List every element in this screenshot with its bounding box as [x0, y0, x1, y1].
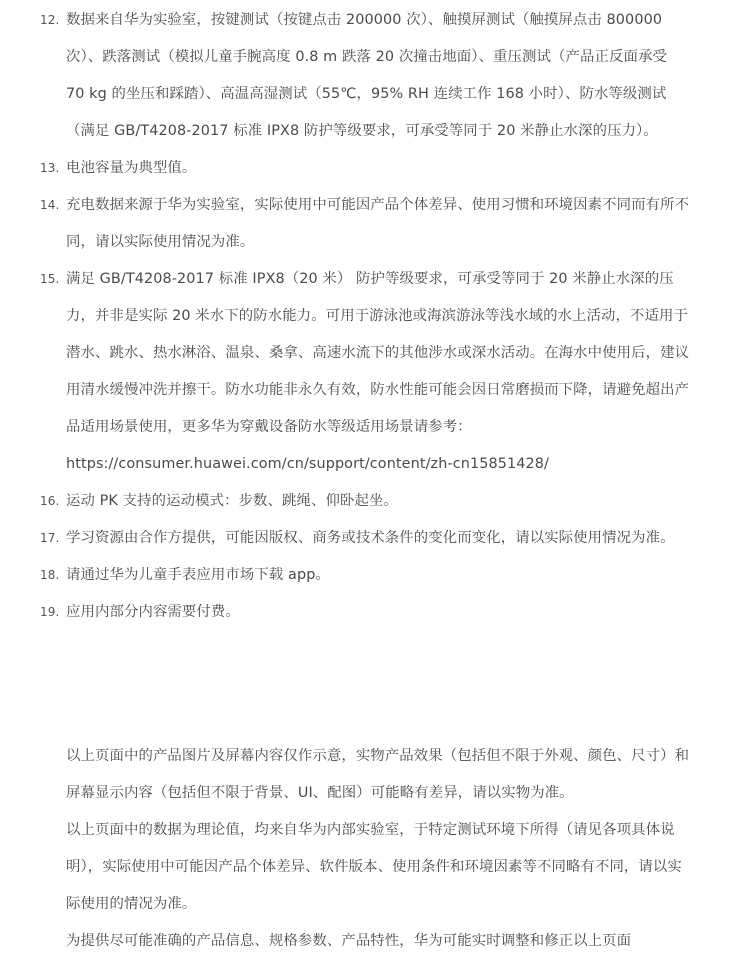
footnote-text: 电池容量为典型值。 [66, 160, 197, 176]
footnote-number: 15. [40, 272, 60, 286]
footnote-text: 满足 GB/T4208-2017 标准 IPX8（20 米） 防护等级要求，可承受等同于 20 米静止水深的压力，并非是实际 20 米水下的防水能力。可用于游泳池或海滨游泳等浅水域的水上活动，不适用于潜水、跳水、热水淋浴、温泉、桑拿、高速水流下的其他涉水或深水活动。在海水中使用后，建议用清水缓慢冲洗并擦干。防水功能非永久有效，防水性能可能会因日常磨损而下降，请避免超出产品适用场景使用，更多华为穿戴设备防水等级适用场景请参考：https://consumer.huawei.com/cn/support/content/zh-cn15851428/ [66, 271, 690, 472]
footnote-number: 12. [40, 13, 60, 27]
footnote-text: 运动 PK 支持的运动模式：步数、跳绳、仰卧起坐。 [66, 493, 398, 509]
footnote-19 [0, 594, 730, 631]
footnote-number: 16. [40, 494, 60, 508]
footnote-16 [0, 483, 730, 520]
footnote-text: 数据来自华为实验室，按键测试（按键点击 200000 次）、触摸屏测试（触摸屏点击 800000 次）、跌落测试（模拟儿童手腕高度 0.8 m 跌落 20 次撞击地面）、重压测试（产品正反面承受 70 kg 的坐压和踩踏）、高温高湿测试（55℃，95% RH 连续工作 168 小时）、防水等级测试（满足 GB/T4208-2017 标准 IPX8 防护等级要求，可承受等同于 20 米静止水深的压力）。 [66, 12, 667, 139]
footnote-13 [0, 150, 730, 187]
footnote-text: 充电数据来源于华为实验室，实际使用中可能因产品个体差异、使用习惯和环境因素不同而有所不同，请以实际使用情况为准。 [66, 197, 690, 250]
footnote-number: 19. [40, 605, 60, 619]
footnote-text: 请通过华为儿童手表应用市场下载 app。 [66, 567, 330, 583]
footnote-17 [0, 520, 730, 557]
disclaimer-paragraph-updates: 为提供尽可能准确的产品信息、规格参数、产品特性，华为可能实时调整和修正以上页面 [66, 933, 632, 949]
footnote-list [0, 2, 730, 631]
footnote-number: 13. [40, 161, 60, 175]
footnote-text: 学习资源由合作方提供，可能因版权、商务或技术条件的变化而变化，请以实际使用情况为准。 [66, 530, 675, 546]
footnote-18 [0, 557, 730, 594]
disclaimer-section [66, 738, 690, 960]
footnote-number: 18. [40, 568, 60, 582]
disclaimer-paragraph-data: 以上页面中的数据为理论值，均来自华为内部实验室，于特定测试环境下所得（请见各项具体说明），实际使用中可能因产品个体差异、软件版本、使用条件和环境因素等不同略有不同，请以实际使用的情况为准。 [66, 822, 682, 912]
footnote-15 [0, 261, 730, 483]
footnote-text: 应用内部分内容需要付费。 [66, 604, 240, 620]
footnote-12 [0, 2, 730, 150]
footnote-14 [0, 187, 730, 261]
footnote-number: 14. [40, 198, 60, 212]
disclaimer-paragraph-images: 以上页面中的产品图片及屏幕内容仅作示意，实物产品效果（包括但不限于外观、颜色、尺寸）和屏幕显示内容（包括但不限于背景、UI、配图）可能略有差异，请以实物为准。 [66, 748, 690, 801]
footnote-number: 17. [40, 531, 60, 545]
